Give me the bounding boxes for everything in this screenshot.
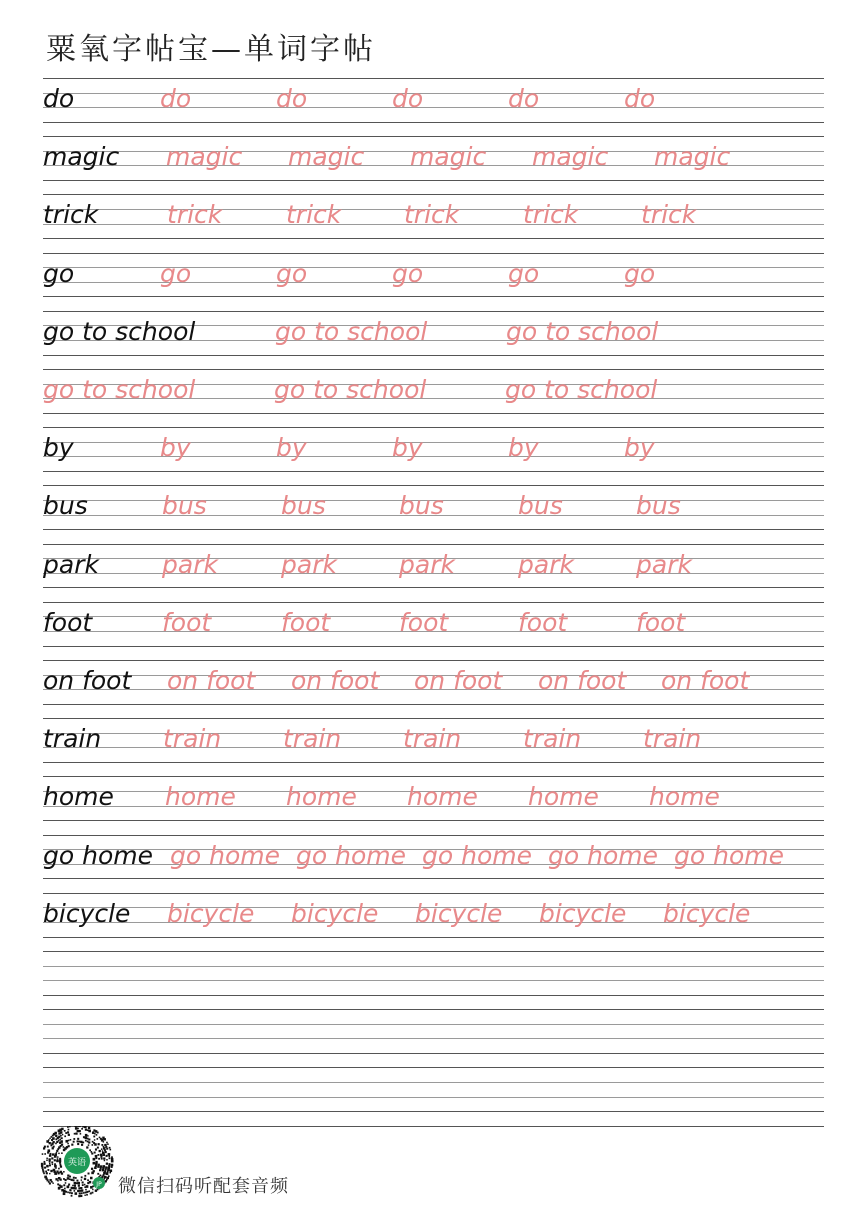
trace-word: home bbox=[649, 782, 720, 811]
qr-badge-text: 英语 bbox=[67, 1158, 87, 1168]
ruled-line bbox=[43, 893, 824, 894]
trace-word: bicycle bbox=[539, 899, 627, 928]
trace-word: bus bbox=[518, 491, 563, 520]
ruled-line bbox=[43, 587, 824, 588]
trace-word: do bbox=[508, 84, 540, 113]
ruled-line bbox=[43, 980, 824, 981]
ruled-line bbox=[43, 1038, 824, 1039]
trace-word: bus bbox=[399, 491, 444, 520]
model-word: on foot bbox=[43, 666, 132, 695]
ruled-line bbox=[43, 937, 824, 938]
trace-word: train bbox=[523, 724, 582, 753]
trace-word: park bbox=[281, 550, 337, 579]
trace-word: home bbox=[407, 782, 478, 811]
ruled-line bbox=[43, 820, 824, 821]
model-word: magic bbox=[43, 142, 120, 171]
trace-word: train bbox=[163, 724, 222, 753]
trace-word: go home bbox=[674, 841, 784, 870]
trace-word: go to school bbox=[505, 375, 658, 404]
page-title: 粟氧字帖宝—单词字帖 bbox=[46, 32, 376, 67]
trace-word: magic bbox=[532, 142, 609, 171]
model-word: do bbox=[43, 84, 75, 113]
ruled-line bbox=[43, 544, 824, 545]
model-word: trick bbox=[43, 200, 99, 229]
ruled-line bbox=[43, 136, 824, 137]
qr-corner-text: JP bbox=[96, 1181, 102, 1188]
trace-word: go bbox=[624, 259, 656, 288]
model-word: foot bbox=[43, 608, 93, 637]
ruled-line bbox=[43, 122, 824, 123]
ruled-line bbox=[43, 355, 824, 356]
trace-word: go to school bbox=[506, 317, 659, 346]
trace-word: home bbox=[528, 782, 599, 811]
trace-word: magic bbox=[166, 142, 243, 171]
ruled-line bbox=[43, 1097, 824, 1098]
model-word: home bbox=[43, 782, 114, 811]
model-word: bus bbox=[43, 491, 88, 520]
trace-word: magic bbox=[654, 142, 731, 171]
qr-code-icon bbox=[40, 1126, 114, 1200]
trace-word: on foot bbox=[414, 666, 503, 695]
ruled-line bbox=[43, 776, 824, 777]
trace-word: go home bbox=[296, 841, 406, 870]
ruled-line bbox=[43, 427, 824, 428]
trace-word: park bbox=[162, 550, 218, 579]
trace-word: bicycle bbox=[415, 899, 503, 928]
trace-word: trick bbox=[404, 200, 460, 229]
ruled-line bbox=[43, 1126, 824, 1127]
trace-word: do bbox=[160, 84, 192, 113]
trace-word: go bbox=[392, 259, 424, 288]
ruled-line bbox=[43, 413, 824, 414]
trace-word: home bbox=[165, 782, 236, 811]
model-word: bicycle bbox=[43, 899, 131, 928]
ruled-line bbox=[43, 471, 824, 472]
ruled-line bbox=[43, 485, 824, 486]
model-word: train bbox=[43, 724, 102, 753]
model-word: go to school bbox=[43, 317, 196, 346]
trace-word: park bbox=[518, 550, 574, 579]
trace-word: by bbox=[508, 433, 539, 462]
trace-word: do bbox=[392, 84, 424, 113]
trace-word: do bbox=[624, 84, 656, 113]
trace-word: foot bbox=[281, 608, 331, 637]
ruled-line bbox=[43, 660, 824, 661]
trace-word: foot bbox=[162, 608, 212, 637]
trace-word: train bbox=[403, 724, 462, 753]
trace-word: go bbox=[160, 259, 192, 288]
footer-audio-note: 微信扫码听配套音频 bbox=[118, 1176, 289, 1197]
trace-word: by bbox=[276, 433, 307, 462]
model-word: park bbox=[43, 550, 99, 579]
model-word: by bbox=[43, 433, 74, 462]
trace-word: bus bbox=[281, 491, 326, 520]
trace-word: bicycle bbox=[291, 899, 379, 928]
ruled-line bbox=[43, 995, 824, 996]
trace-word: go to school bbox=[274, 375, 427, 404]
trace-word: on foot bbox=[167, 666, 256, 695]
ruled-line bbox=[43, 951, 824, 952]
trace-word: by bbox=[624, 433, 655, 462]
trace-word: by bbox=[160, 433, 191, 462]
trace-word: go home bbox=[170, 841, 280, 870]
ruled-line bbox=[43, 296, 824, 297]
trace-word: go home bbox=[548, 841, 658, 870]
trace-word: bus bbox=[162, 491, 207, 520]
ruled-line bbox=[43, 529, 824, 530]
ruled-line bbox=[43, 762, 824, 763]
trace-word: bicycle bbox=[663, 899, 751, 928]
trace-word: do bbox=[276, 84, 308, 113]
ruled-line bbox=[43, 1111, 824, 1112]
ruled-line bbox=[43, 1053, 824, 1054]
trace-word: foot bbox=[636, 608, 686, 637]
trace-word: trick bbox=[286, 200, 342, 229]
ruled-line bbox=[43, 704, 824, 705]
trace-word: go bbox=[508, 259, 540, 288]
trace-word: on foot bbox=[538, 666, 627, 695]
trace-word: trick bbox=[523, 200, 579, 229]
trace-word: park bbox=[399, 550, 455, 579]
trace-word: foot bbox=[399, 608, 449, 637]
ruled-line bbox=[43, 878, 824, 879]
trace-word: park bbox=[636, 550, 692, 579]
ruled-line bbox=[43, 311, 824, 312]
ruled-line bbox=[43, 1082, 824, 1083]
trace-word: on foot bbox=[661, 666, 750, 695]
model-word: go bbox=[43, 259, 75, 288]
ruled-line bbox=[43, 78, 824, 79]
ruled-line bbox=[43, 835, 824, 836]
ruled-line bbox=[43, 1067, 824, 1068]
trace-word: trick bbox=[167, 200, 223, 229]
ruled-line bbox=[43, 966, 824, 967]
trace-word: magic bbox=[410, 142, 487, 171]
trace-word: go home bbox=[422, 841, 532, 870]
ruled-line bbox=[43, 1009, 824, 1010]
model-word: go home bbox=[43, 841, 153, 870]
trace-word: go bbox=[276, 259, 308, 288]
trace-word: bus bbox=[636, 491, 681, 520]
ruled-line bbox=[43, 194, 824, 195]
ruled-line bbox=[43, 1024, 824, 1025]
trace-word: train bbox=[643, 724, 702, 753]
ruled-line bbox=[43, 238, 824, 239]
trace-word: trick bbox=[641, 200, 697, 229]
trace-word: magic bbox=[288, 142, 365, 171]
trace-word: go to school bbox=[43, 375, 196, 404]
trace-word: go to school bbox=[275, 317, 428, 346]
ruled-line bbox=[43, 718, 824, 719]
trace-word: foot bbox=[518, 608, 568, 637]
ruled-line bbox=[43, 646, 824, 647]
trace-word: on foot bbox=[291, 666, 380, 695]
trace-word: bicycle bbox=[167, 899, 255, 928]
ruled-line bbox=[43, 180, 824, 181]
ruled-line bbox=[43, 369, 824, 370]
trace-word: train bbox=[283, 724, 342, 753]
trace-word: by bbox=[392, 433, 423, 462]
ruled-line bbox=[43, 602, 824, 603]
ruled-line bbox=[43, 253, 824, 254]
trace-word: home bbox=[286, 782, 357, 811]
